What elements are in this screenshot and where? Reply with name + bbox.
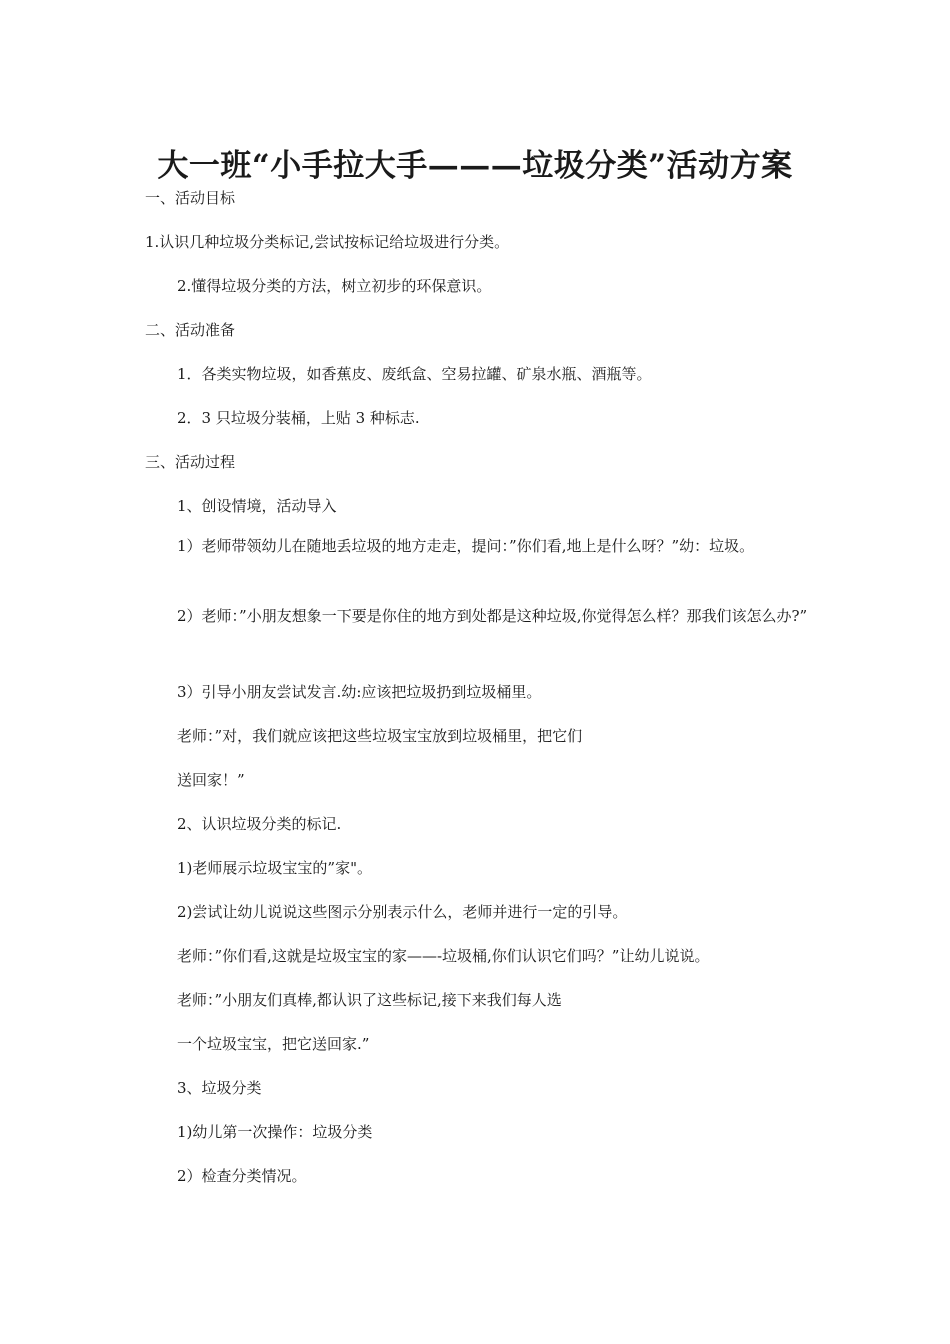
preparation-item-2: 2．3 只垃圾分装桶，上贴 3 种标志. [177, 409, 420, 427]
process-step-2-item-1: 1)老师展示垃圾宝宝的”家"。 [177, 859, 372, 877]
teacher-dialogue-1-continued: 送回家！” [177, 771, 245, 789]
document-title: 大一班“小手拉大手———垃圾分类”活动方案 [157, 148, 793, 184]
process-step-3-heading: 3、垃圾分类 [177, 1079, 262, 1097]
teacher-dialogue-3: 老师：”小朋友们真棒,都认识了这些标记,接下来我们每人选 [177, 991, 562, 1009]
process-step-1-paragraph-2: 2）老师：”小朋友想象一下要是你住的地方到处都是这种垃圾,你觉得怎么样？那我们该怎么办?” [177, 607, 808, 625]
process-step-1-paragraph-1: 1）老师带领幼儿在随地丢垃圾的地方走走，提问：”你们看,地上是什么呀？”幼：垃圾。 [177, 537, 755, 555]
section-heading-goals: 一、活动目标 [145, 189, 236, 207]
preparation-item-1: 1．各类实物垃圾，如香蕉皮、废纸盒、空易拉罐、矿泉水瓶、酒瓶等。 [177, 365, 652, 383]
goal-item-2: 2.懂得垃圾分类的方法，树立初步的环保意识。 [177, 277, 492, 295]
section-heading-preparation: 二、活动准备 [145, 321, 236, 339]
process-step-3-item-1: 1)幼儿第一次操作：垃圾分类 [177, 1123, 373, 1141]
process-step-1-paragraph-3: 3）引导小朋友尝试发言.幼:应该把垃圾扔到垃圾桶里。 [177, 683, 542, 701]
teacher-dialogue-2: 老师：”你们看,这就是垃圾宝宝的家——-垃圾桶,你们认识它们吗？”让幼儿说说。 [177, 947, 710, 965]
goal-item-1: 1.认识几种垃圾分类标记,尝试按标记给垃圾进行分类。 [145, 233, 510, 251]
teacher-dialogue-3-continued: 一个垃圾宝宝，把它送回家.” [177, 1035, 370, 1053]
process-step-2-heading: 2、认识垃圾分类的标记. [177, 815, 342, 833]
process-step-2-item-2: 2)尝试让幼儿说说这些图示分别表示什么，老师并进行一定的引导。 [177, 903, 628, 921]
teacher-dialogue-1: 老师：”对，我们就应该把这些垃圾宝宝放到垃圾桶里，把它们 [177, 727, 583, 745]
section-heading-process: 三、活动过程 [145, 453, 236, 471]
process-step-1-heading: 1、创设情境，活动导入 [177, 497, 337, 515]
process-step-3-item-2: 2）检查分类情况。 [177, 1167, 307, 1185]
